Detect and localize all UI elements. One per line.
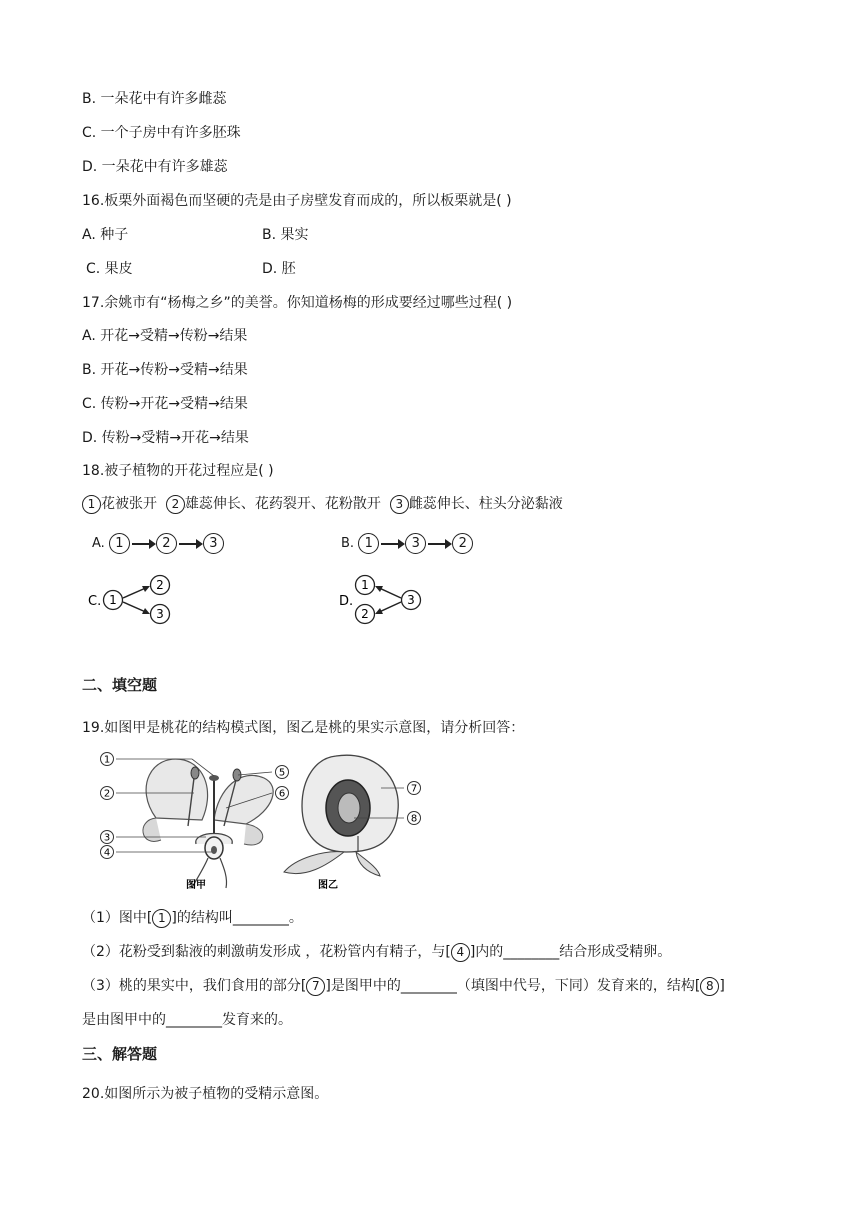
seq-b-circle-3: 3 xyxy=(405,533,426,554)
q15-option-c: C. 一个子房中有许多胚珠 xyxy=(82,125,241,141)
seq-a-circle-2: 2 xyxy=(156,533,177,554)
q16-stem: 16.板栗外面褐色而坚硬的壳是由子房壁发育而成的，所以板栗就是( ) xyxy=(82,193,512,209)
fig-label-1: 1 xyxy=(103,754,111,766)
q16-option-c: C. 果皮 xyxy=(86,261,133,277)
fig-label-8: 8 xyxy=(410,813,418,825)
q18-item-2: 雄蕊伸长、花药裂开、花粉散开 xyxy=(184,496,381,512)
q19-p2-a: （2）花粉受到黏液的刺激萌发形成 ，花粉管内有精子，与[ xyxy=(82,944,451,960)
seq-a-circle-3: 3 xyxy=(203,533,224,554)
circled-1: 1 xyxy=(82,495,101,514)
q19-figure xyxy=(96,748,426,896)
q19-part-1 xyxy=(82,908,303,928)
q18-item-1: 花被张开 xyxy=(101,496,157,512)
q18-label-a: A. xyxy=(92,536,105,551)
d-circle-2-text: 2 xyxy=(361,607,369,621)
q18-label-b: B. xyxy=(341,536,355,551)
d-circle-3-text: 3 xyxy=(407,593,415,607)
peach-flower-diagram xyxy=(116,759,273,888)
q19-p2-b: ]内的________结合形成受精卵。 xyxy=(469,944,672,960)
circled-7: 7 xyxy=(306,977,325,996)
q18-option-a xyxy=(92,533,224,554)
q18-stem: 18.被子植物的开花过程应是( ) xyxy=(82,463,274,479)
q15-option-d: D. 一朵花中有许多雄蕊 xyxy=(82,159,228,175)
arrow-right-icon xyxy=(381,543,403,545)
arrow-right-icon xyxy=(132,543,154,545)
q19-p3-b: ]是图甲中的________（填图中代号，下同）发育来的，结构[ xyxy=(325,978,701,994)
fig-label-5: 5 xyxy=(278,767,286,779)
q19-p1-b: ]的结构叫________。 xyxy=(171,910,303,926)
d-circle-1-text: 1 xyxy=(361,578,369,592)
fig-yi-caption: 图乙 xyxy=(318,880,338,891)
fig-label-6: 6 xyxy=(278,788,286,800)
q18-option-d-diagram xyxy=(337,572,447,626)
fig-label-7: 7 xyxy=(410,783,418,795)
q16-option-b: B. 果实 xyxy=(262,227,309,243)
circled-2: 2 xyxy=(166,495,185,514)
c-circle-1-text: 1 xyxy=(109,593,117,607)
q18-label-c: C. xyxy=(88,594,102,609)
q19-p3-a: （3）桃的果实中，我们食用的部分[ xyxy=(82,978,307,994)
section-answer-title: 三、解答题 xyxy=(82,1045,158,1063)
section-fill-in-title: 二、填空题 xyxy=(82,676,158,694)
q17-option-d: D. 传粉→受精→开花→结果 xyxy=(82,430,249,446)
q19-p1-a: （1）图中[ xyxy=(82,910,153,926)
q19-part-3-cont: 是由图甲中的________发育来的。 xyxy=(82,1012,292,1028)
q18-option-b xyxy=(341,533,473,554)
q17-stem: 17.余姚市有“杨梅之乡”的美誉。你知道杨梅的形成要经过哪些过程( ) xyxy=(82,295,513,311)
c-circle-3-text: 3 xyxy=(156,607,164,621)
circled-1: 1 xyxy=(152,909,171,928)
fig-label-4: 4 xyxy=(103,847,111,859)
arrow-right-icon xyxy=(179,543,201,545)
fig-jia-caption: 图甲 xyxy=(186,880,206,891)
q18-option-c-diagram xyxy=(86,572,196,626)
q19-p3-c: ] xyxy=(719,978,725,994)
peach-fruit-diagram xyxy=(284,755,404,876)
q18-item-3: 雌蕊伸长、柱头分泌黏液 xyxy=(408,496,563,512)
q19-part-3 xyxy=(82,976,725,996)
seq-a-circle-1: 1 xyxy=(109,533,130,554)
q16-option-a: A. 种子 xyxy=(82,227,129,243)
q17-option-b: B. 开花→传粉→受精→结果 xyxy=(82,362,248,378)
q19-part-2 xyxy=(82,942,671,962)
q15-option-b: B. 一朵花中有许多雌蕊 xyxy=(82,91,227,107)
q18-label-d: D. xyxy=(339,594,354,609)
fig-label-3: 3 xyxy=(103,832,111,844)
arrow-right-icon xyxy=(428,543,450,545)
q18-items xyxy=(82,494,563,514)
q17-option-c: C. 传粉→开花→受精→结果 xyxy=(82,396,248,412)
q20-stem: 20.如图所示为被子植物的受精示意图。 xyxy=(82,1086,329,1102)
q17-option-a: A. 开花→受精→传粉→结果 xyxy=(82,328,248,344)
seq-b-circle-1: 1 xyxy=(358,533,379,554)
q19-stem: 19.如图甲是桃花的结构模式图，图乙是桃的果实示意图，请分析回答： xyxy=(82,720,525,736)
q16-option-d: D. 胚 xyxy=(262,261,296,277)
circled-8: 8 xyxy=(700,977,719,996)
c-circle-2-text: 2 xyxy=(156,578,164,592)
circled-3: 3 xyxy=(390,495,409,514)
circled-4: 4 xyxy=(451,943,470,962)
seq-b-circle-2: 2 xyxy=(452,533,473,554)
fig-label-2: 2 xyxy=(103,788,111,800)
